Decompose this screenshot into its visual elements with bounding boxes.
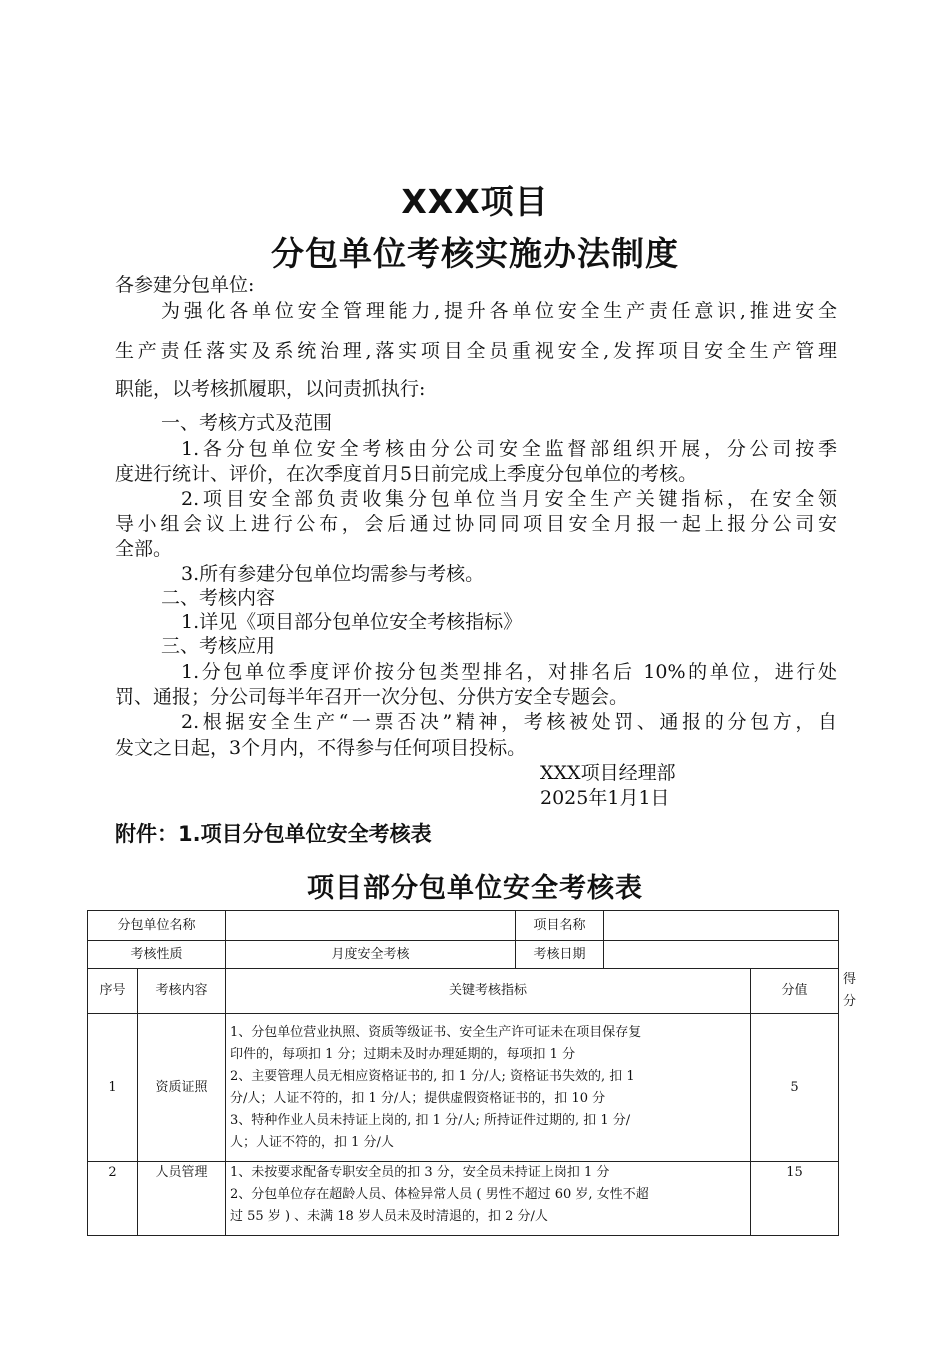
row1-indicator-line: 印件的，每项扣 1 分；过期未及时办理延期的，每项扣 1 分	[230, 1046, 576, 1062]
section1-item1-line2: 度进行统计、评价，在次季度首月5日前完成上季度分包单位的考核。	[115, 463, 698, 485]
section2-item1: 1.详见《项目部分包单位安全考核指标》	[181, 611, 523, 633]
section1-item1-line1: 1.各分包单位安全考核由分公司安全监督部组织开展，分公司按季	[181, 438, 837, 460]
row2-indicator-line: 1、未按要求配备专职安全员的扣 3 分，安全员未持证上岗扣 1 分	[230, 1165, 610, 1180]
date: 2025年1月1日	[540, 787, 670, 809]
salutation: 各参建分包单位:	[115, 274, 255, 296]
nature-label: 考核性质	[88, 941, 226, 969]
intro-line-3: 职能，以考核抓履职，以问责抓执行:	[115, 378, 426, 400]
section1-item2-line3: 全部。	[115, 538, 173, 560]
row1-indicator-line: 3、特种作业人员未持证上岗的, 扣 1 分/人; 所持证件过期的, 扣 1 分/	[230, 1112, 631, 1128]
header-indicators: 关键考核指标	[226, 969, 751, 1014]
unit-name-label: 分包单位名称	[88, 911, 226, 941]
signature: XXX项目经理部	[540, 762, 676, 784]
project-name-field[interactable]	[604, 911, 839, 941]
section3-item1-line1: 1.分包单位季度评价按分包类型排名，对排名后 10%的单位，进行处	[181, 661, 837, 683]
row1-indicator-line: 1、分包单位营业执照、资质等级证书、安全生产许可证未在项目保存复	[230, 1024, 642, 1040]
row2-indicator-line: 过 55 岁 ) 、未满 18 岁人员未及时清退的，扣 2 分/人	[230, 1209, 548, 1224]
table-row	[88, 1162, 839, 1236]
unit-name-field[interactable]	[226, 911, 516, 941]
section1-item2-line2: 导小组会议上进行公布，会后通过协同同项目安全月报一起上报分公司安	[115, 513, 837, 535]
table-title: 项目部分包单位安全考核表	[307, 873, 643, 904]
table-row	[88, 941, 839, 969]
section1-heading: 一、考核方式及范围	[161, 412, 333, 434]
row1-no: 1	[88, 1014, 138, 1162]
header-content: 考核内容	[138, 969, 226, 1014]
section2-heading: 二、考核内容	[161, 587, 276, 609]
table-header-row: 序号 考核内容 关键考核指标 分值 得分	[88, 969, 839, 1014]
nature-value: 月度安全考核	[226, 941, 516, 969]
row2-no: 2	[88, 1162, 138, 1236]
intro-line-1: 为强化各单位安全管理能力,提升各单位安全生产责任意识,推进安全	[161, 300, 837, 322]
row2-score: 15	[751, 1162, 839, 1236]
section3-item2-line2: 发文之日起，3个月内，不得参与任何项目投标。	[115, 737, 527, 759]
header-no: 序号	[88, 969, 138, 1014]
project-name-label: 项目名称	[516, 911, 604, 941]
row2-content: 人员管理	[138, 1162, 226, 1236]
table-row	[88, 911, 839, 941]
header-score: 分值	[751, 969, 839, 1014]
row1-indicator-line: 人；人证不符的，扣 1 分/人	[230, 1134, 394, 1150]
row1-indicator-line: 2、主要管理人员无相应资格证书的, 扣 1 分/人; 资格证书失效的, 扣 1	[230, 1068, 635, 1084]
row1-score: 5	[751, 1014, 839, 1162]
date-field[interactable]	[604, 941, 839, 969]
row1-content: 资质证照	[138, 1014, 226, 1162]
row2-indicators	[226, 1162, 751, 1236]
row1-indicators	[226, 1014, 751, 1162]
table-row	[88, 1014, 839, 1162]
doc-title-line2: 分包单位考核实施办法制度	[271, 234, 679, 273]
section1-item3: 3.所有参建分包单位均需参与考核。	[181, 563, 485, 585]
section3-item1-line2: 罚、通报；分公司每半年召开一次分包、分供方安全专题会。	[115, 686, 629, 708]
row1-indicator-line: 分/人；人证不符的，扣 1 分/人；提供虚假资格证书的，扣 10 分	[230, 1090, 606, 1106]
section3-item2-line1: 2.根据安全生产“一票否决”精神，考核被处罚、通报的分包方，自	[181, 711, 837, 733]
section3-heading: 三、考核应用	[161, 635, 276, 657]
intro-line-2: 生产责任落实及系统治理,落实项目全员重视安全,发挥项目安全生产管理	[115, 340, 837, 362]
attachment-label: 附件：1.项目分包单位安全考核表	[115, 822, 432, 846]
date-label: 考核日期	[516, 941, 604, 969]
assessment-table	[87, 910, 857, 1236]
row2-indicator-line: 2、分包单位存在超龄人员、体检异常人员 ( 男性不超过 60 岁, 女性不超	[230, 1187, 649, 1202]
section1-item2-line1: 2.项目安全部负责收集分包单位当月安全生产关键指标，在安全领	[181, 488, 837, 510]
doc-title-line1: XXX项目	[401, 182, 549, 221]
